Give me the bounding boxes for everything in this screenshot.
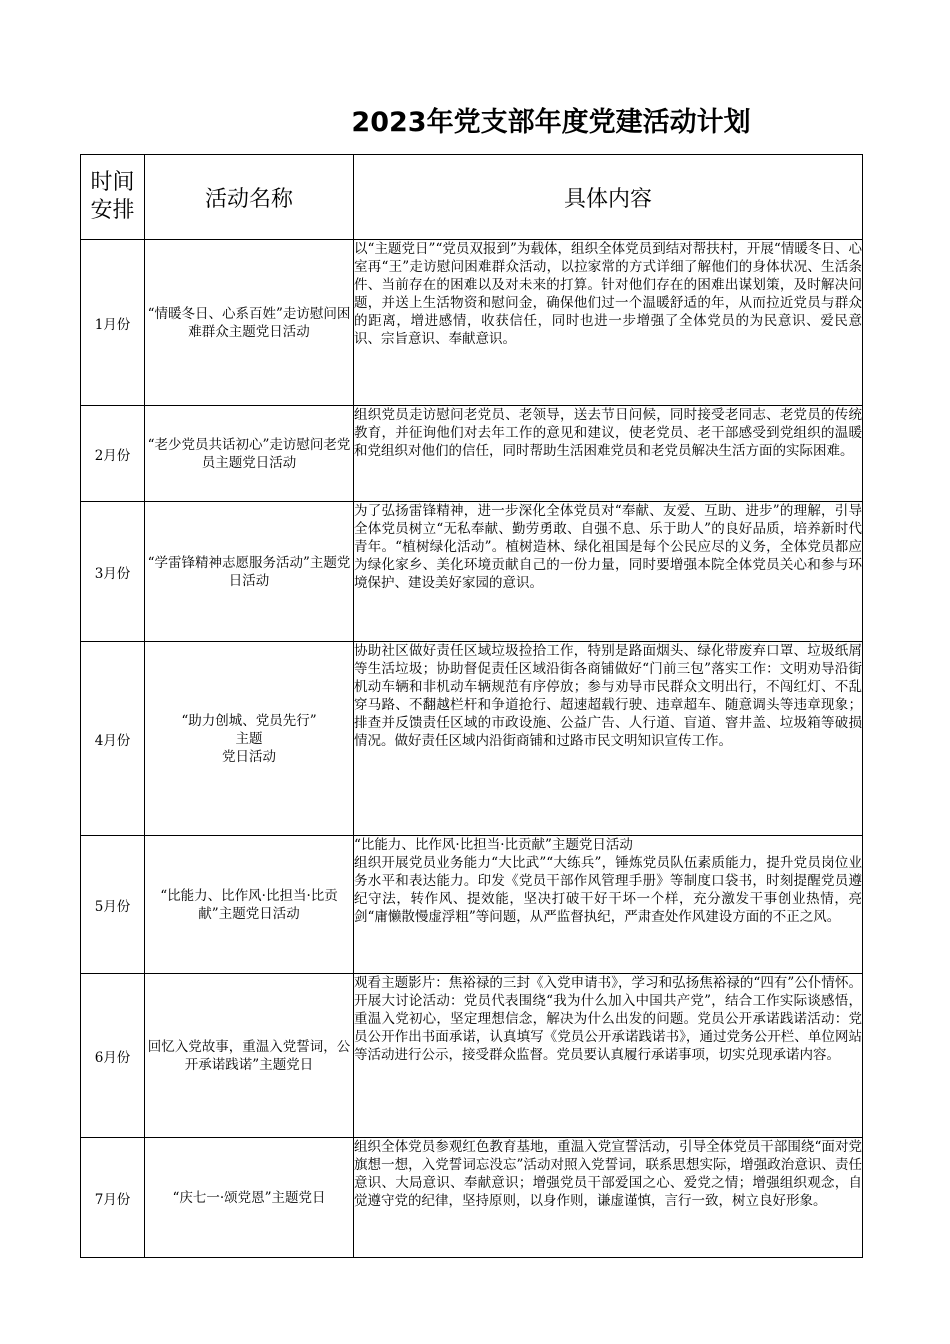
table-row: [81, 974, 863, 1138]
row-content: 以“主题党日”“党员双报到”为载体，组织全体党员到结对帮扶村，开展“情暖冬日、心室再“王”走访慰问困难群众活动，以拉家常的方式详细了解他们的身体状况、生活条件、当前存在的困难以及对未来的打算。针对他们存在的困难出谋划策，及时解决问题，并送上生活物资和慰问金，确保他们过一个温暖舒适的年，从而拉近党员与群众的距离，增进感情，收获信任，同时也进一步增强了全体党员的为民意识、爱民意识、宗旨意识、奉献意识。: [354, 240, 863, 406]
row-activity-name: “比能力、比作风·比担当·比贡献”主题党日活动: [145, 836, 354, 974]
table-row: [81, 240, 863, 406]
table-row: [81, 1138, 863, 1258]
activity-plan-table: [80, 154, 863, 1258]
row-content: 组织党员走访慰问老党员、老领导，送去节日问候，同时接受老同志、老党员的传统教育，并征询他们对去年工作的意见和建议，使老党员、老干部感受到党组织的温暖和党组织对他们的信任，同时帮助生活困难党员和老党员解决生活方面的实际困难。: [354, 406, 863, 502]
row-content: “比能力、比作风·比担当·比贡献”主题党日活动 组织开展党员业务能力“大比武”“大练兵”，锤炼党员队伍素质能力，提升党员岗位业务水平和表达能力。印发《党员干部作风管理手册》等制度口袋书，时刻提醒党员遵纪守法，转作风、提效能，坚决打破干好干坏一个样，充分激发干事创业热情，亮剑“庸懒散慢虚浮粗”等问题，从严监督执纪，严肃查处作风建设方面的不正之风。: [354, 836, 863, 974]
table-header-row: [81, 155, 863, 240]
row-content: 观看主题影片：焦裕禄的三封《入党申请书》，学习和弘扬焦裕禄的“四有”公仆情怀。开展大讨论活动：党员代表围绕“我为什么加入中国共产党”，结合工作实际谈感悟，重温入党初心，坚定理想信念，解决为什么出发的问题。党员公开承诺践诺活动：党员公开作出书面承诺，认真填写《党员公开承诺践诺书》，通过党务公开栏、单位网站等活动进行公示，接受群众监督。党员要认真履行承诺事项，切实兑现承诺内容。: [354, 974, 863, 1138]
row-month: 7月份: [81, 1138, 145, 1258]
table-row: [81, 502, 863, 642]
row-activity-name: “庆七一·颂党恩”主题党日: [145, 1138, 354, 1258]
header-time: 时间 安排: [81, 155, 145, 240]
table-row: [81, 836, 863, 974]
row-activity-name: “学雷锋精神志愿服务活动”主题党日活动: [145, 502, 354, 642]
table-row: [81, 642, 863, 836]
row-activity-name: “老少党员共话初心”走访慰问老党员主题党日活动: [145, 406, 354, 502]
row-month: 5月份: [81, 836, 145, 974]
row-content: 为了弘扬雷锋精神，进一步深化全体党员对“奉献、友爱、互助、进步”的理解，引导全体党员树立“无私奉献、勤劳勇敢、自强不息、乐于助人”的良好品质，培养新时代青年。“植树绿化活动”。植树造林、绿化祖国是每个公民应尽的义务，全体党员都应为绿化家乡、美化环境贡献自己的一份力量，同时要增强本院全体党员关心和参与环境保护、建设美好家园的意识。: [354, 502, 863, 642]
row-month: 4月份: [81, 642, 145, 836]
row-month: 2月份: [81, 406, 145, 502]
row-activity-name: “情暖冬日、心系百姓”走访慰问困难群众主题党日活动: [145, 240, 354, 406]
row-content: 协助社区做好责任区域垃圾捡拾工作，特别是路面烟头、绿化带废弃口罩、垃圾纸屑等生活垃圾；协助督促责任区域沿街各商铺做好“门前三包”落实工作：文明劝导沿街机动车辆和非机动车辆规范有序停放；参与劝导市民群众文明出行，不闯红灯、不乱穿马路、不翻越栏杆和争道抢行、超速超载行驶、违章超车、随意调头等违章现象；排查并反馈责任区域的市政设施、公益广告、人行道、盲道、窨井盖、垃圾箱等破损情况。做好责任区域内沿街商铺和过路市民文明知识宣传工作。: [354, 642, 863, 836]
row-month: 3月份: [81, 502, 145, 642]
row-month: 1月份: [81, 240, 145, 406]
row-activity-name: “助力创城、党员先行” 主题 党日活动: [145, 642, 354, 836]
header-activity-name: 活动名称: [145, 155, 354, 240]
row-content: 组织全体党员参观红色教育基地，重温入党宣誓活动，引导全体党员干部围绕“面对党旗想一想，入党誓词忘没忘”活动对照入党誓词，联系思想实际，增强政治意识、责任意识、大局意识、奉献意识；增强党员干部爱国之心、爱党之情；增强组织观念，自觉遵守党的纪律，坚持原则，以身作则，谦虚谨慎，言行一致，树立良好形象。: [354, 1138, 863, 1258]
row-month: 6月份: [81, 974, 145, 1138]
header-content: 具体内容: [354, 155, 863, 240]
table-row: [81, 406, 863, 502]
row-activity-name: 回忆入党故事，重温入党誓词，公开承诺践诺”主题党日: [145, 974, 354, 1138]
document-title: 2023年党支部年度党建活动计划: [351, 107, 751, 138]
